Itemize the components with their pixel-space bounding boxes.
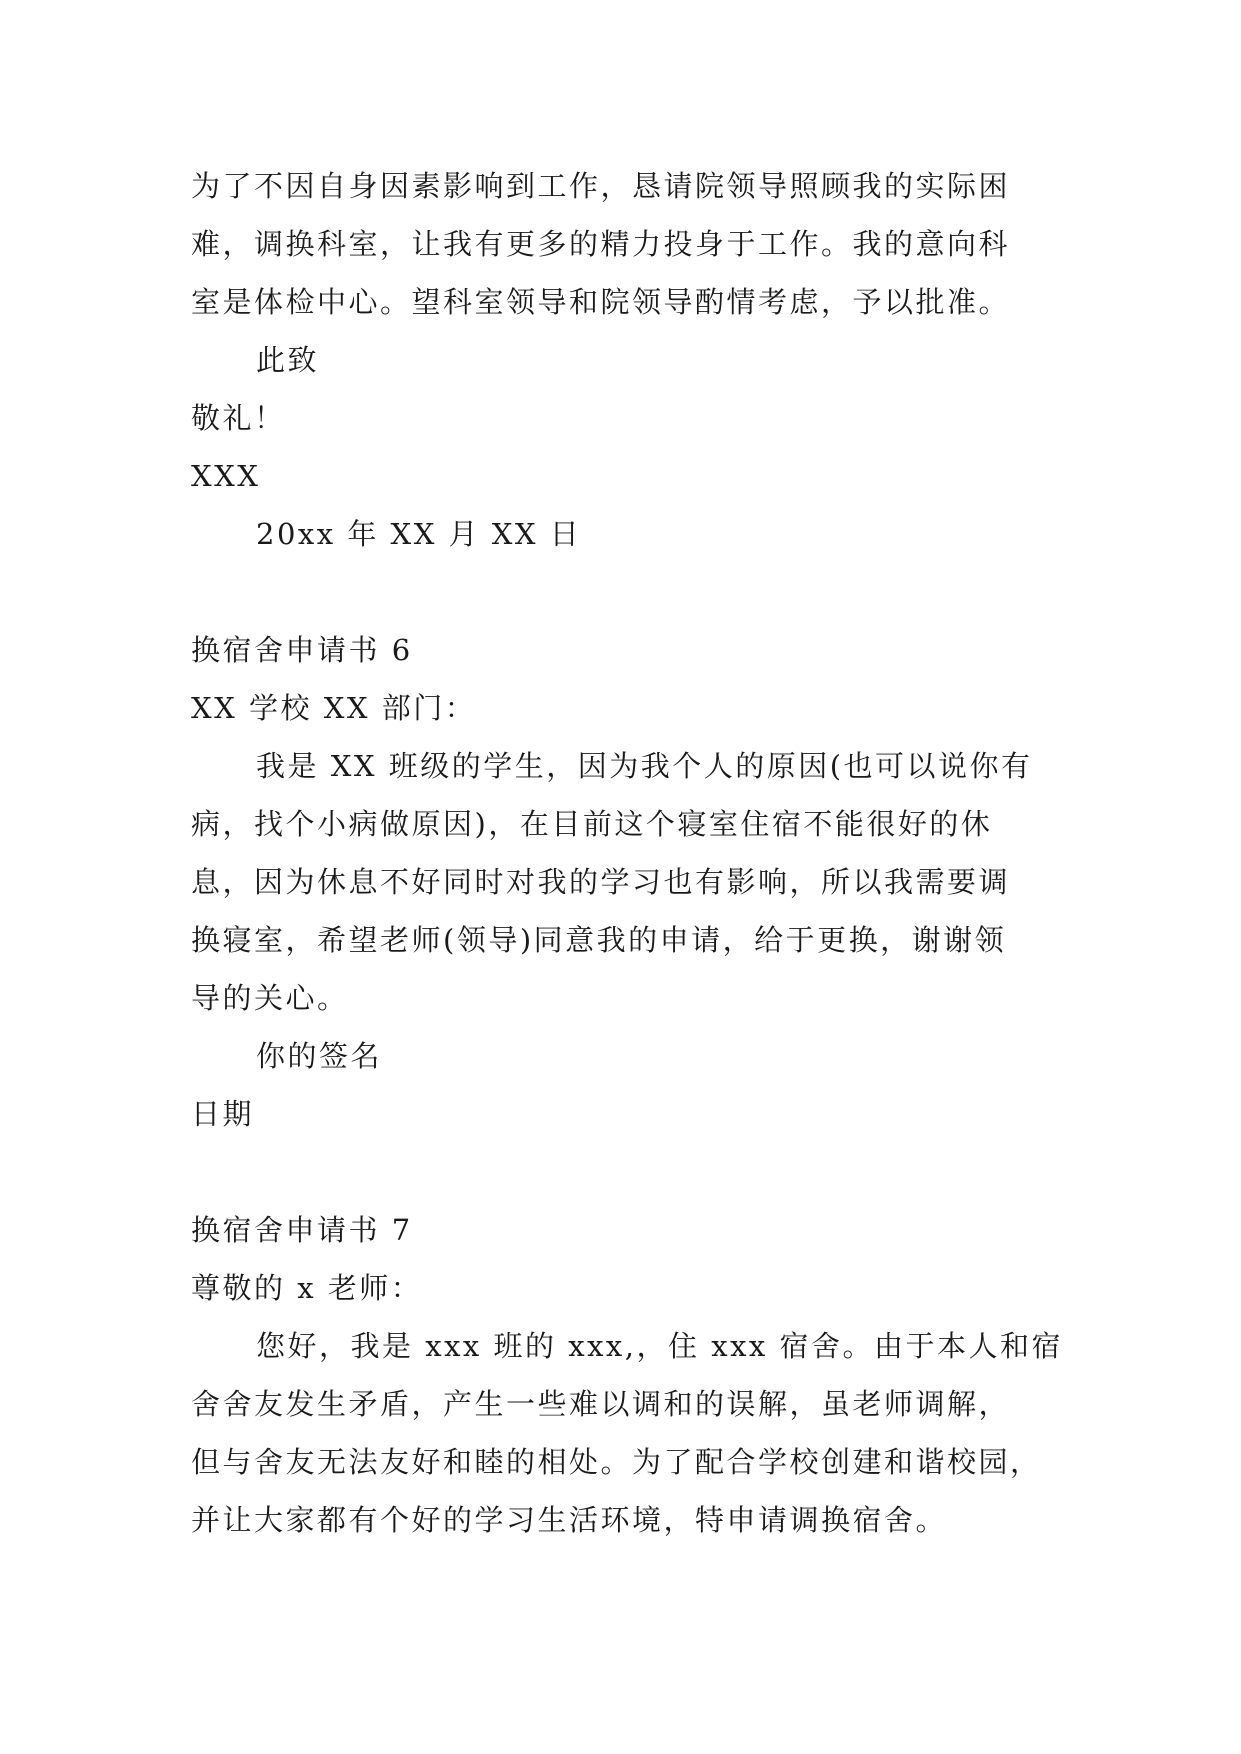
recipient-text: 尊敬的 x 老师： — [191, 1271, 423, 1305]
paragraph-line: 导的关心。 — [191, 981, 349, 1015]
signature-text: 你的签名 — [256, 1039, 383, 1073]
paragraph-line: 为了不因自身因素影响到工作，恳请院领导照顾我的实际困 — [191, 169, 1011, 203]
paragraph-line: 病，找个小病做原因)，在目前这个寝室住宿不能很好的休 — [191, 807, 993, 841]
date-text: 20xx 年 XX 月 XX 日 — [256, 517, 582, 551]
paragraph-line: 换寝室，希望老师(领导)同意我的申请，给于更换，谢谢领 — [191, 923, 1007, 957]
section-title: 换宿舍申请书 6 — [191, 633, 413, 667]
section-title: 换宿舍申请书 7 — [191, 1213, 413, 1247]
paragraph-line: 但与舍友无法友好和睦的相处。为了配合学校创建和谐校园， — [191, 1445, 1042, 1479]
paragraph-line: 并让大家都有个好的学习生活环境，特申请调换宿舍。 — [191, 1503, 948, 1537]
signature-text: XXX — [191, 459, 261, 493]
paragraph-line: 舍舍友发生矛盾，产生一些难以调和的误解，虽老师调解， — [191, 1387, 1011, 1421]
date-text: 日期 — [191, 1097, 255, 1131]
closing-text: 此致 — [256, 343, 320, 377]
paragraph-line: 息，因为休息不好同时对我的学习也有影响，所以我需要调 — [191, 865, 1011, 899]
paragraph-line: 难，调换科室，让我有更多的精力投身于工作。我的意向科 — [191, 227, 1011, 261]
paragraph-line: 您好，我是 xxx 班的 xxx,，住 xxx 宿舍。由于本人和宿 — [256, 1329, 1064, 1363]
salute-text: 敬礼！ — [191, 401, 286, 435]
paragraph-line: 我是 XX 班级的学生，因为我个人的原因(也可以说你有 — [256, 749, 1033, 783]
paragraph-line: 室是体检中心。望科室领导和院领导酌情考虑，予以批准。 — [191, 285, 1011, 319]
recipient-text: XX 学校 XX 部门： — [191, 691, 477, 725]
